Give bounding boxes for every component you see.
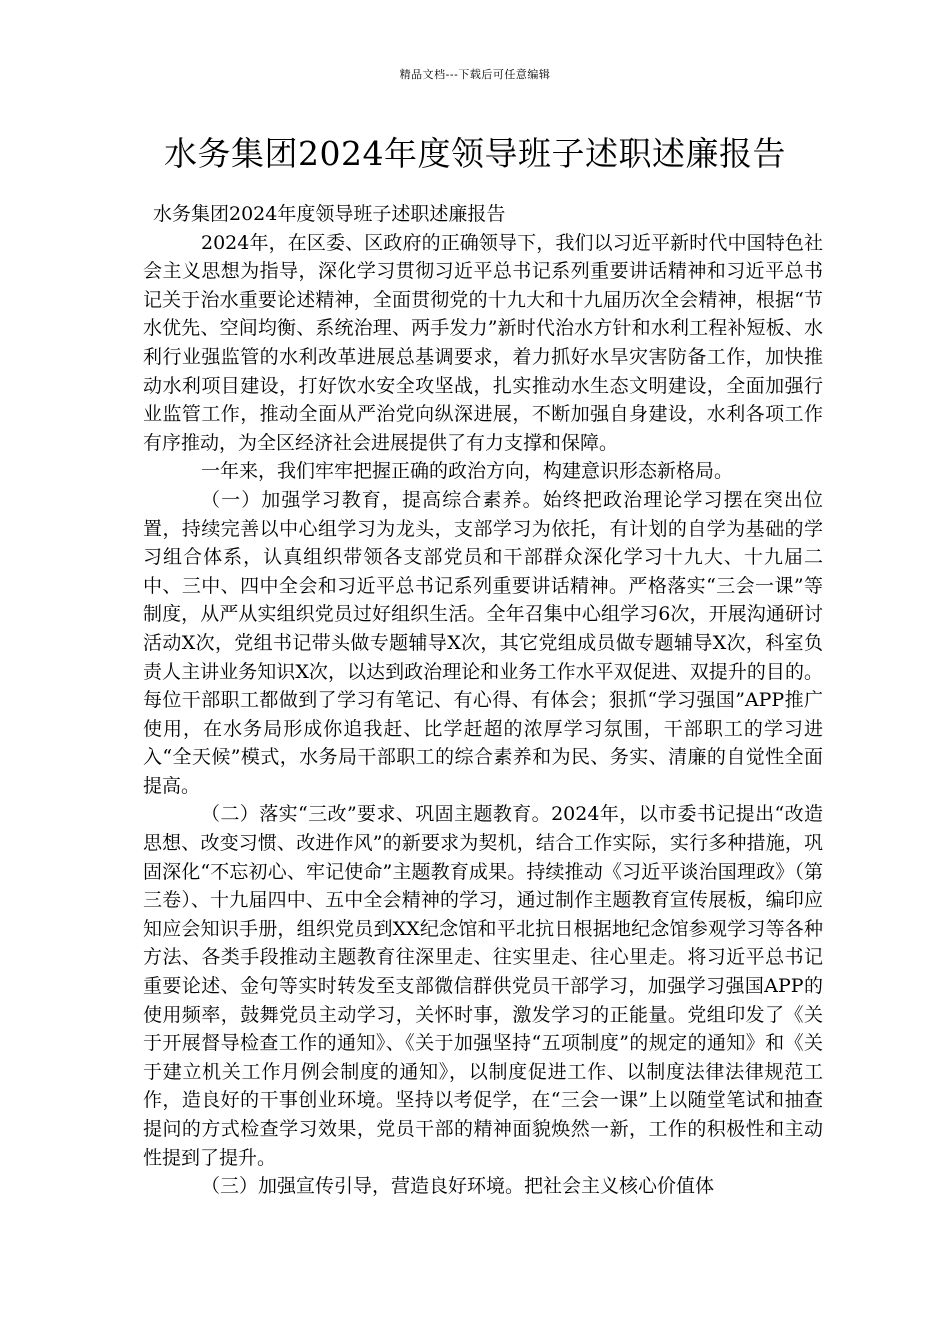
paragraph: （二）落实“三改”要求、巩固主题教育。2024年，以市委书记提出“改造思想、改变习惯、改进作风”的新要求为契机，结合工作实际，实行多种措施，巩固深化“不忘初心、牢记使命”主题教育成果。持续推动《习近平谈治国理政》（第三卷）、十九届四中、五中全会精神的学习，通过制作主题教育宣传展板，编印应知应会知识手册，组织党员到XX纪念馆和平北抗日根据地纪念馆参观学习等各种方法、各类手段推动主题教育往深里走、往实里走、往心里走。将习近平总书记重要论述、金句等实时转发至支部微信群供党员干部学习，加强学习强国APP的使用频率，鼓舞党员主动学习，关怀时事，激发学习的正能量。党组印发了《关于开展督导检查工作的通知》、《关于加强坚持“五项制度”的规定的通知》和《关于建立机关工作月例会制度的通知》，以制度促进工作、以制度法律法律规范工作，造良好的干事创业环境。坚持以考促学，在“三会一课”上以随堂笔试和抽查提问的方式检查学习效果，党员干部的精神面貌焕然一新，工作的积极性和主动性提到了提升。: [143, 803, 823, 1169]
document-body: [143, 200, 823, 1201]
document-subtitle: 水务集团2024年度领导班子述职述廉报告: [153, 203, 506, 225]
document-title: 水务集团2024年度领导班子述职述廉报告: [164, 134, 786, 173]
paragraph: （三）加强宣传引导，营造良好环境。把社会主义核心价值体: [201, 1175, 715, 1198]
paragraph: 一年来，我们牢牢把握正确的政治方向，构建意识形态新格局。: [201, 460, 734, 483]
paragraph: （一）加强学习教育，提高综合素养。始终把政治理论学习摆在突出位置，持续完善以中心组学习为龙头，支部学习为依托，有计划的自学为基础的学习组合体系，认真组织带领各支部党员和干部群众深化学习十九大、十九届二中、三中、四中全会和习近平总书记系列重要讲话精神。严格落实“三会一课”等制度，从严从实组织党员过好组织生活。全年召集中心组学习6次，开展沟通研讨活动X次，党组书记带头做专题辅导X次，其它党组成员做专题辅导X次，科室负责人主讲业务知识X次，以达到政治理论和业务工作水平双促进、双提升的目的。每位干部职工都做到了学习有笔记、有心得、有体会；狠抓“学习强国”APP推广使用，在水务局形成你追我赶、比学赶超的浓厚学习氛围，干部职工的学习进入“全天候”模式，水务局干部职工的综合素养和为民、务实、清廉的自觉性全面提高。: [143, 488, 823, 797]
header-note: 精品文档---下载后可任意编辑: [399, 68, 551, 81]
paragraph: 2024年，在区委、区政府的正确领导下，我们以习近平新时代中国特色社会主义思想为指导，深化学习贯彻习近平总书记系列重要讲话精神和习近平总书记关于治水重要论述精神，全面贯彻党的十九大和十九届历次全会精神，根据“节水优先、空间均衡、系统治理、两手发力”新时代治水方针和水利工程补短板、水利行业强监管的水利改革进展总基调要求，着力抓好水旱灾害防备工作，加快推动水利项目建设，打好饮水安全攻坚战，扎实推动水生态文明建设，全面加强行业监管工作，推动全面从严治党向纵深进展，不断加强自身建设，水利各项工作有序推动，为全区经济社会进展提供了有力支撑和保障。: [143, 231, 823, 454]
